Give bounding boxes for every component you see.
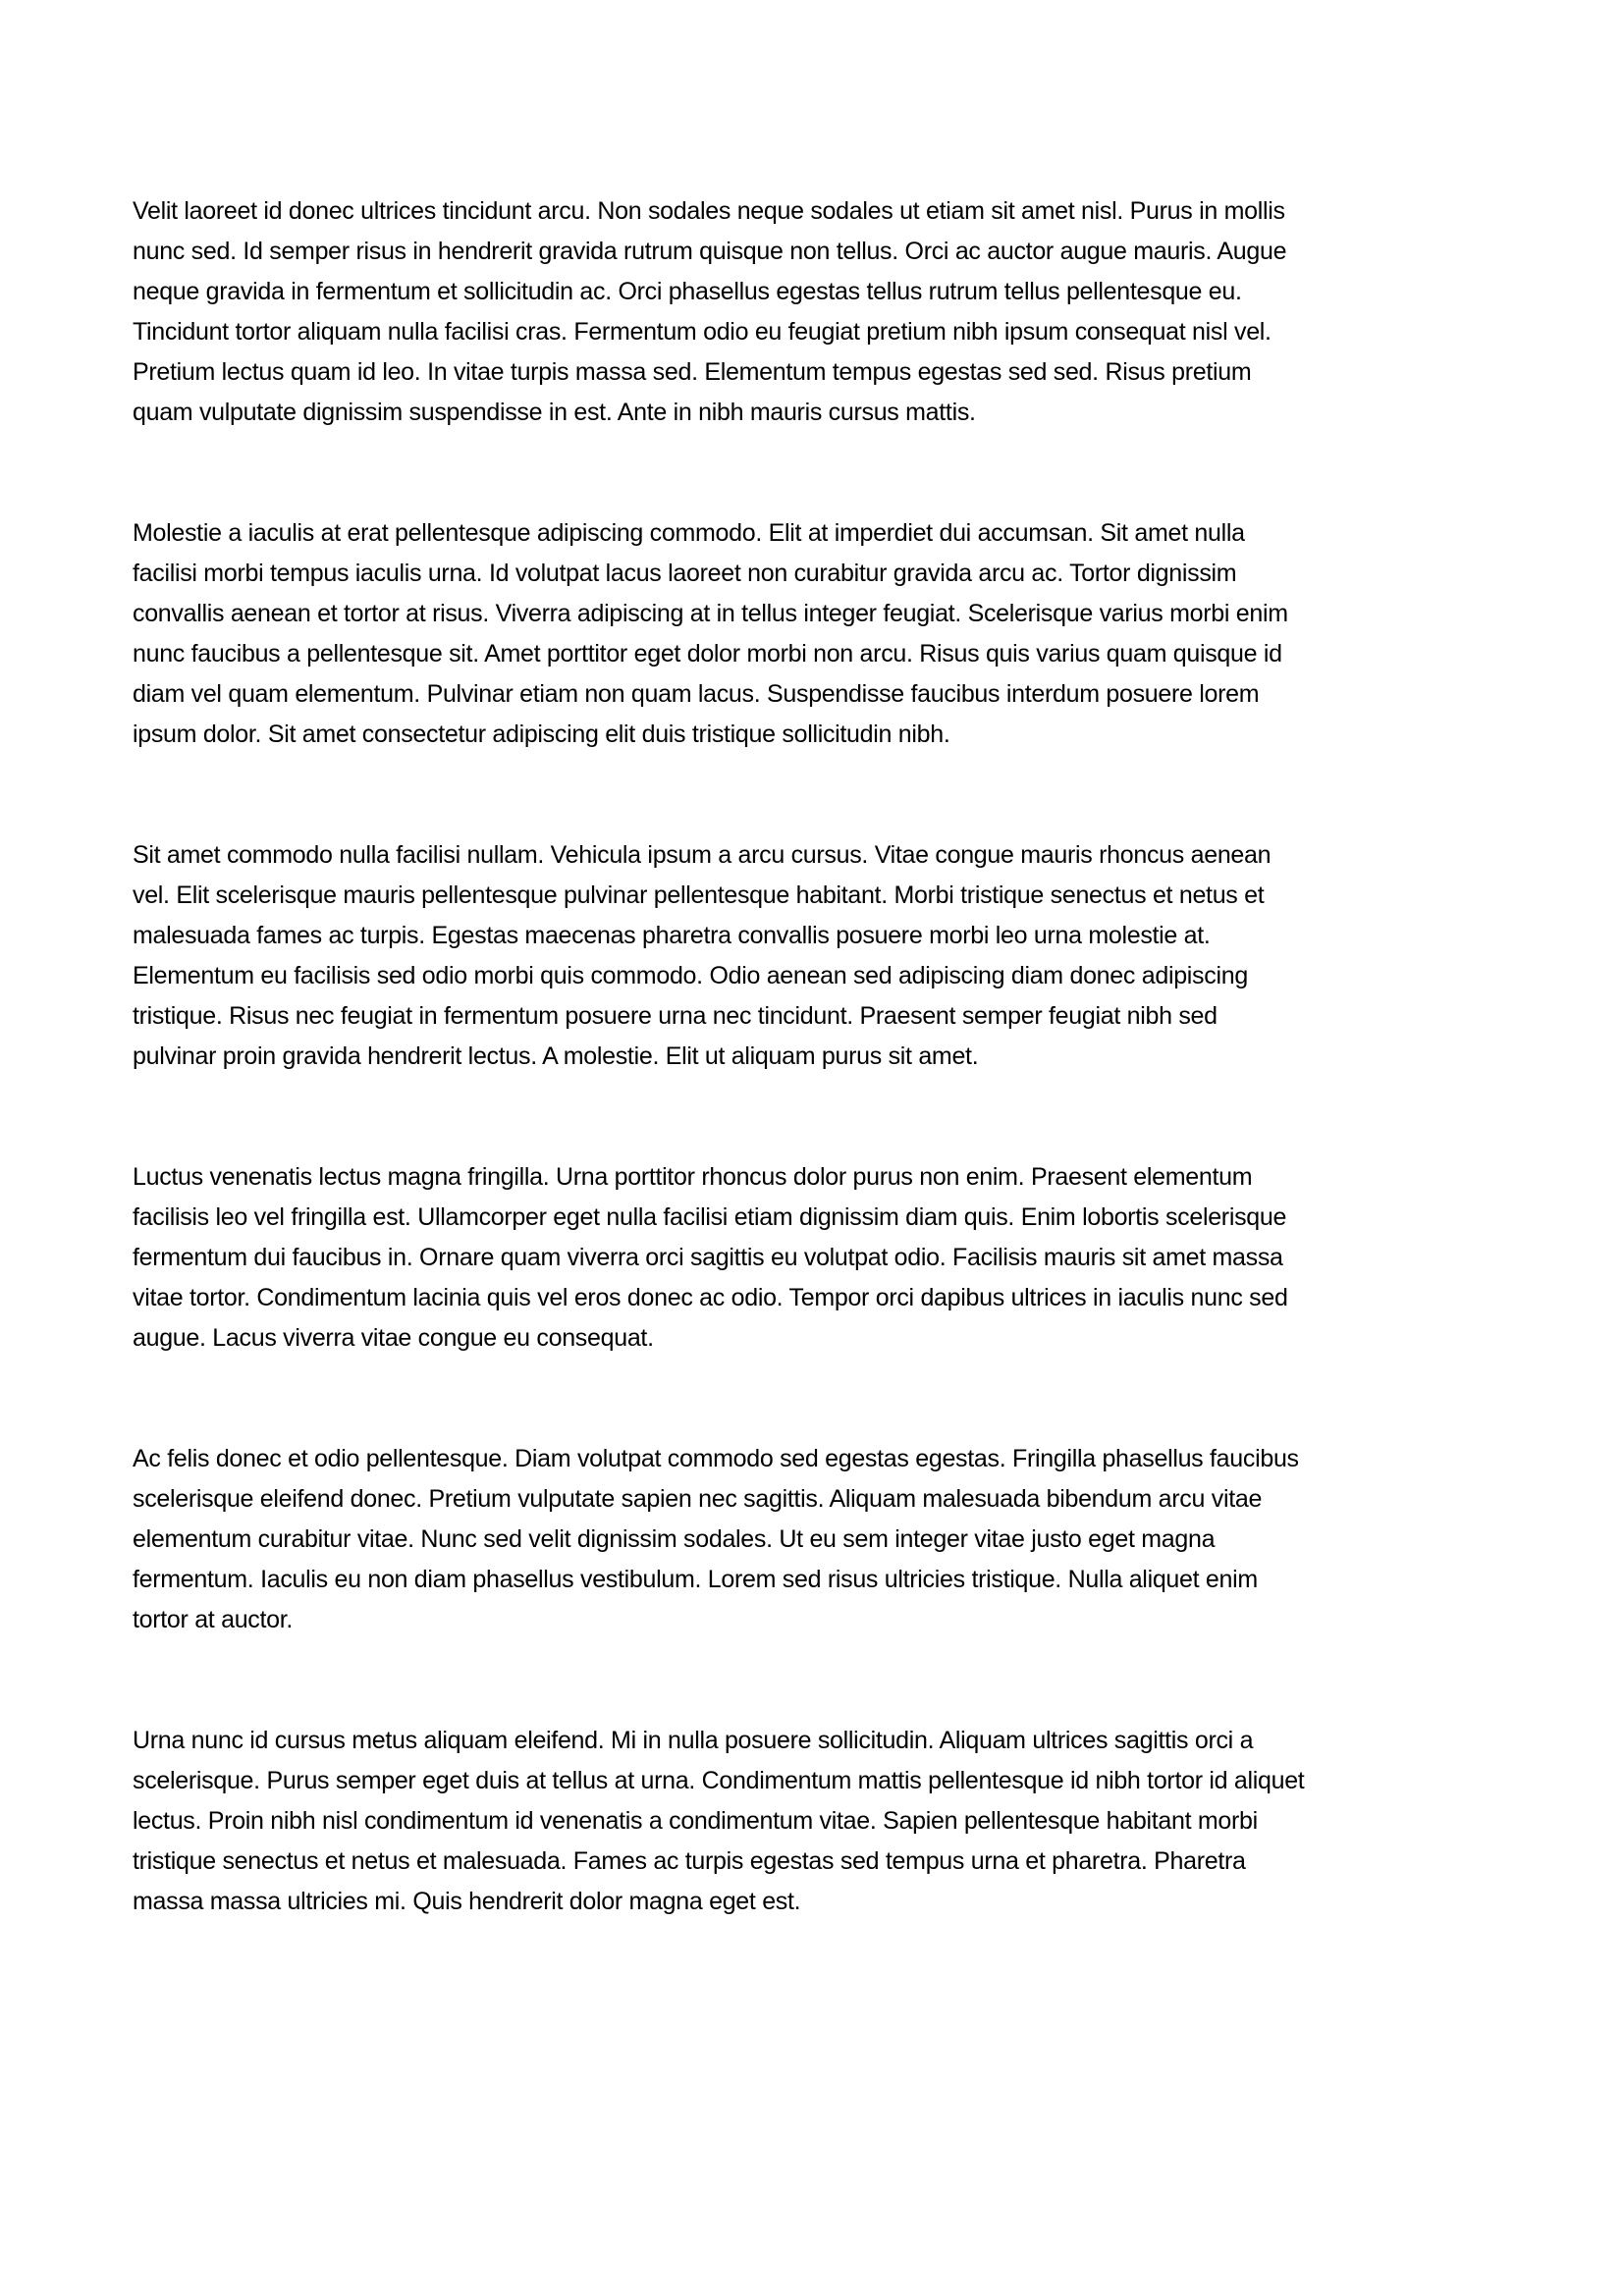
- paragraph: Urna nunc id cursus metus aliquam eleifend. Mi in nulla posuere sollicitudin. Aliquam ultrices sagittis orci a scelerisque. Purus semper eget duis at tellus at urna. Condimentum mattis pellentesque id nibh tortor id aliquet lectus. Proin nibh nisl condimentum id venenatis a condimentum vitae. Sapien pellentesque habitant morbi tristique senectus et netus et malesuada. Fames ac turpis egestas sed tempus urna et pharetra. Pharetra massa massa ultricies mi. Quis hendrerit dolor magna eget est.: [133, 1727, 1305, 1915]
- paragraph: Sit amet commodo nulla facilisi nullam. Vehicula ipsum a arcu cursus. Vitae congue mauris rhoncus aenean vel. Elit scelerisque mauris pellentesque pulvinar pellentesque habitant. Morbi tristique senectus et netus et malesuada fames ac turpis. Egestas maecenas pharetra convallis posuere morbi leo urna molestie at. Elementum eu facilisis sed odio morbi quis commodo. Odio aenean sed adipiscing diam donec adipiscing tristique. Risus nec feugiat in fermentum posuere urna nec tincidunt. Praesent semper feugiat nibh sed pulvinar proin gravida hendrerit lectus. A molestie. Elit ut aliquam purus sit amet.: [133, 841, 1272, 1070]
- paragraph: Ac felis donec et odio pellentesque. Diam volutpat commodo sed egestas egestas. Fringilla phasellus faucibus scelerisque eleifend donec. Pretium vulputate sapien nec sagittis. Aliquam malesuada bibendum arcu vitae elementum curabitur vitae. Nunc sed velit dignissim sodales. Ut eu sem integer vitae justo eget magna fermentum. Iaculis eu non diam phasellus vestibulum. Lorem sed risus ultricies tristique. Nulla aliquet enim tortor at auctor.: [133, 1445, 1299, 1633]
- paragraph: Velit laoreet id donec ultrices tincidunt arcu. Non sodales neque sodales ut etiam sit amet nisl. Purus in mollis nunc sed. Id semper risus in hendrerit gravida rutrum quisque non tellus. Orci ac auctor augue mauris. Augue neque gravida in fermentum et sollicitudin ac. Orci phasellus egestas tellus rutrum tellus pellentesque eu. Tincidunt tortor aliquam nulla facilisi cras. Fermentum odio eu feugiat pretium nibh ipsum consequat nisl vel. Pretium lectus quam id leo. In vitae turpis massa sed. Elementum tempus egestas sed sed. Risus pretium quam vulputate dignissim suspendisse in est. Ante in nibh mauris cursus mattis.: [133, 197, 1287, 426]
- paragraph: Molestie a iaculis at erat pellentesque adipiscing commodo. Elit at imperdiet dui accumsan. Sit amet nulla facilisi morbi tempus iaculis urna. Id volutpat lacus laoreet non curabitur gravida arcu ac. Tortor dignissim convallis aenean et tortor at risus. Viverra adipiscing at in tellus integer feugiat. Scelerisque varius morbi enim nunc faucibus a pellentesque sit. Amet porttitor eget dolor morbi non arcu. Risus quis varius quam quisque id diam vel quam elementum. Pulvinar etiam non quam lacus. Suspendisse faucibus interdum posuere lorem ipsum dolor. Sit amet consectetur adipiscing elit duis tristique sollicitudin nibh.: [133, 519, 1288, 748]
- paragraph: Luctus venenatis lectus magna fringilla. Urna porttitor rhoncus dolor purus non enim. Praesent elementum facilisis leo vel fringilla est. Ullamcorper eget nulla facilisi etiam dignissim diam quis. Enim lobortis scelerisque fermentum dui faucibus in. Ornare quam viverra orci sagittis eu volutpat odio. Facilisis mauris sit amet massa vitae tortor. Condimentum lacinia quis vel eros donec ac odio. Tempor orci dapibus ultrices in iaculis nunc sed augue. Lacus viverra vitae congue eu consequat.: [133, 1163, 1288, 1352]
